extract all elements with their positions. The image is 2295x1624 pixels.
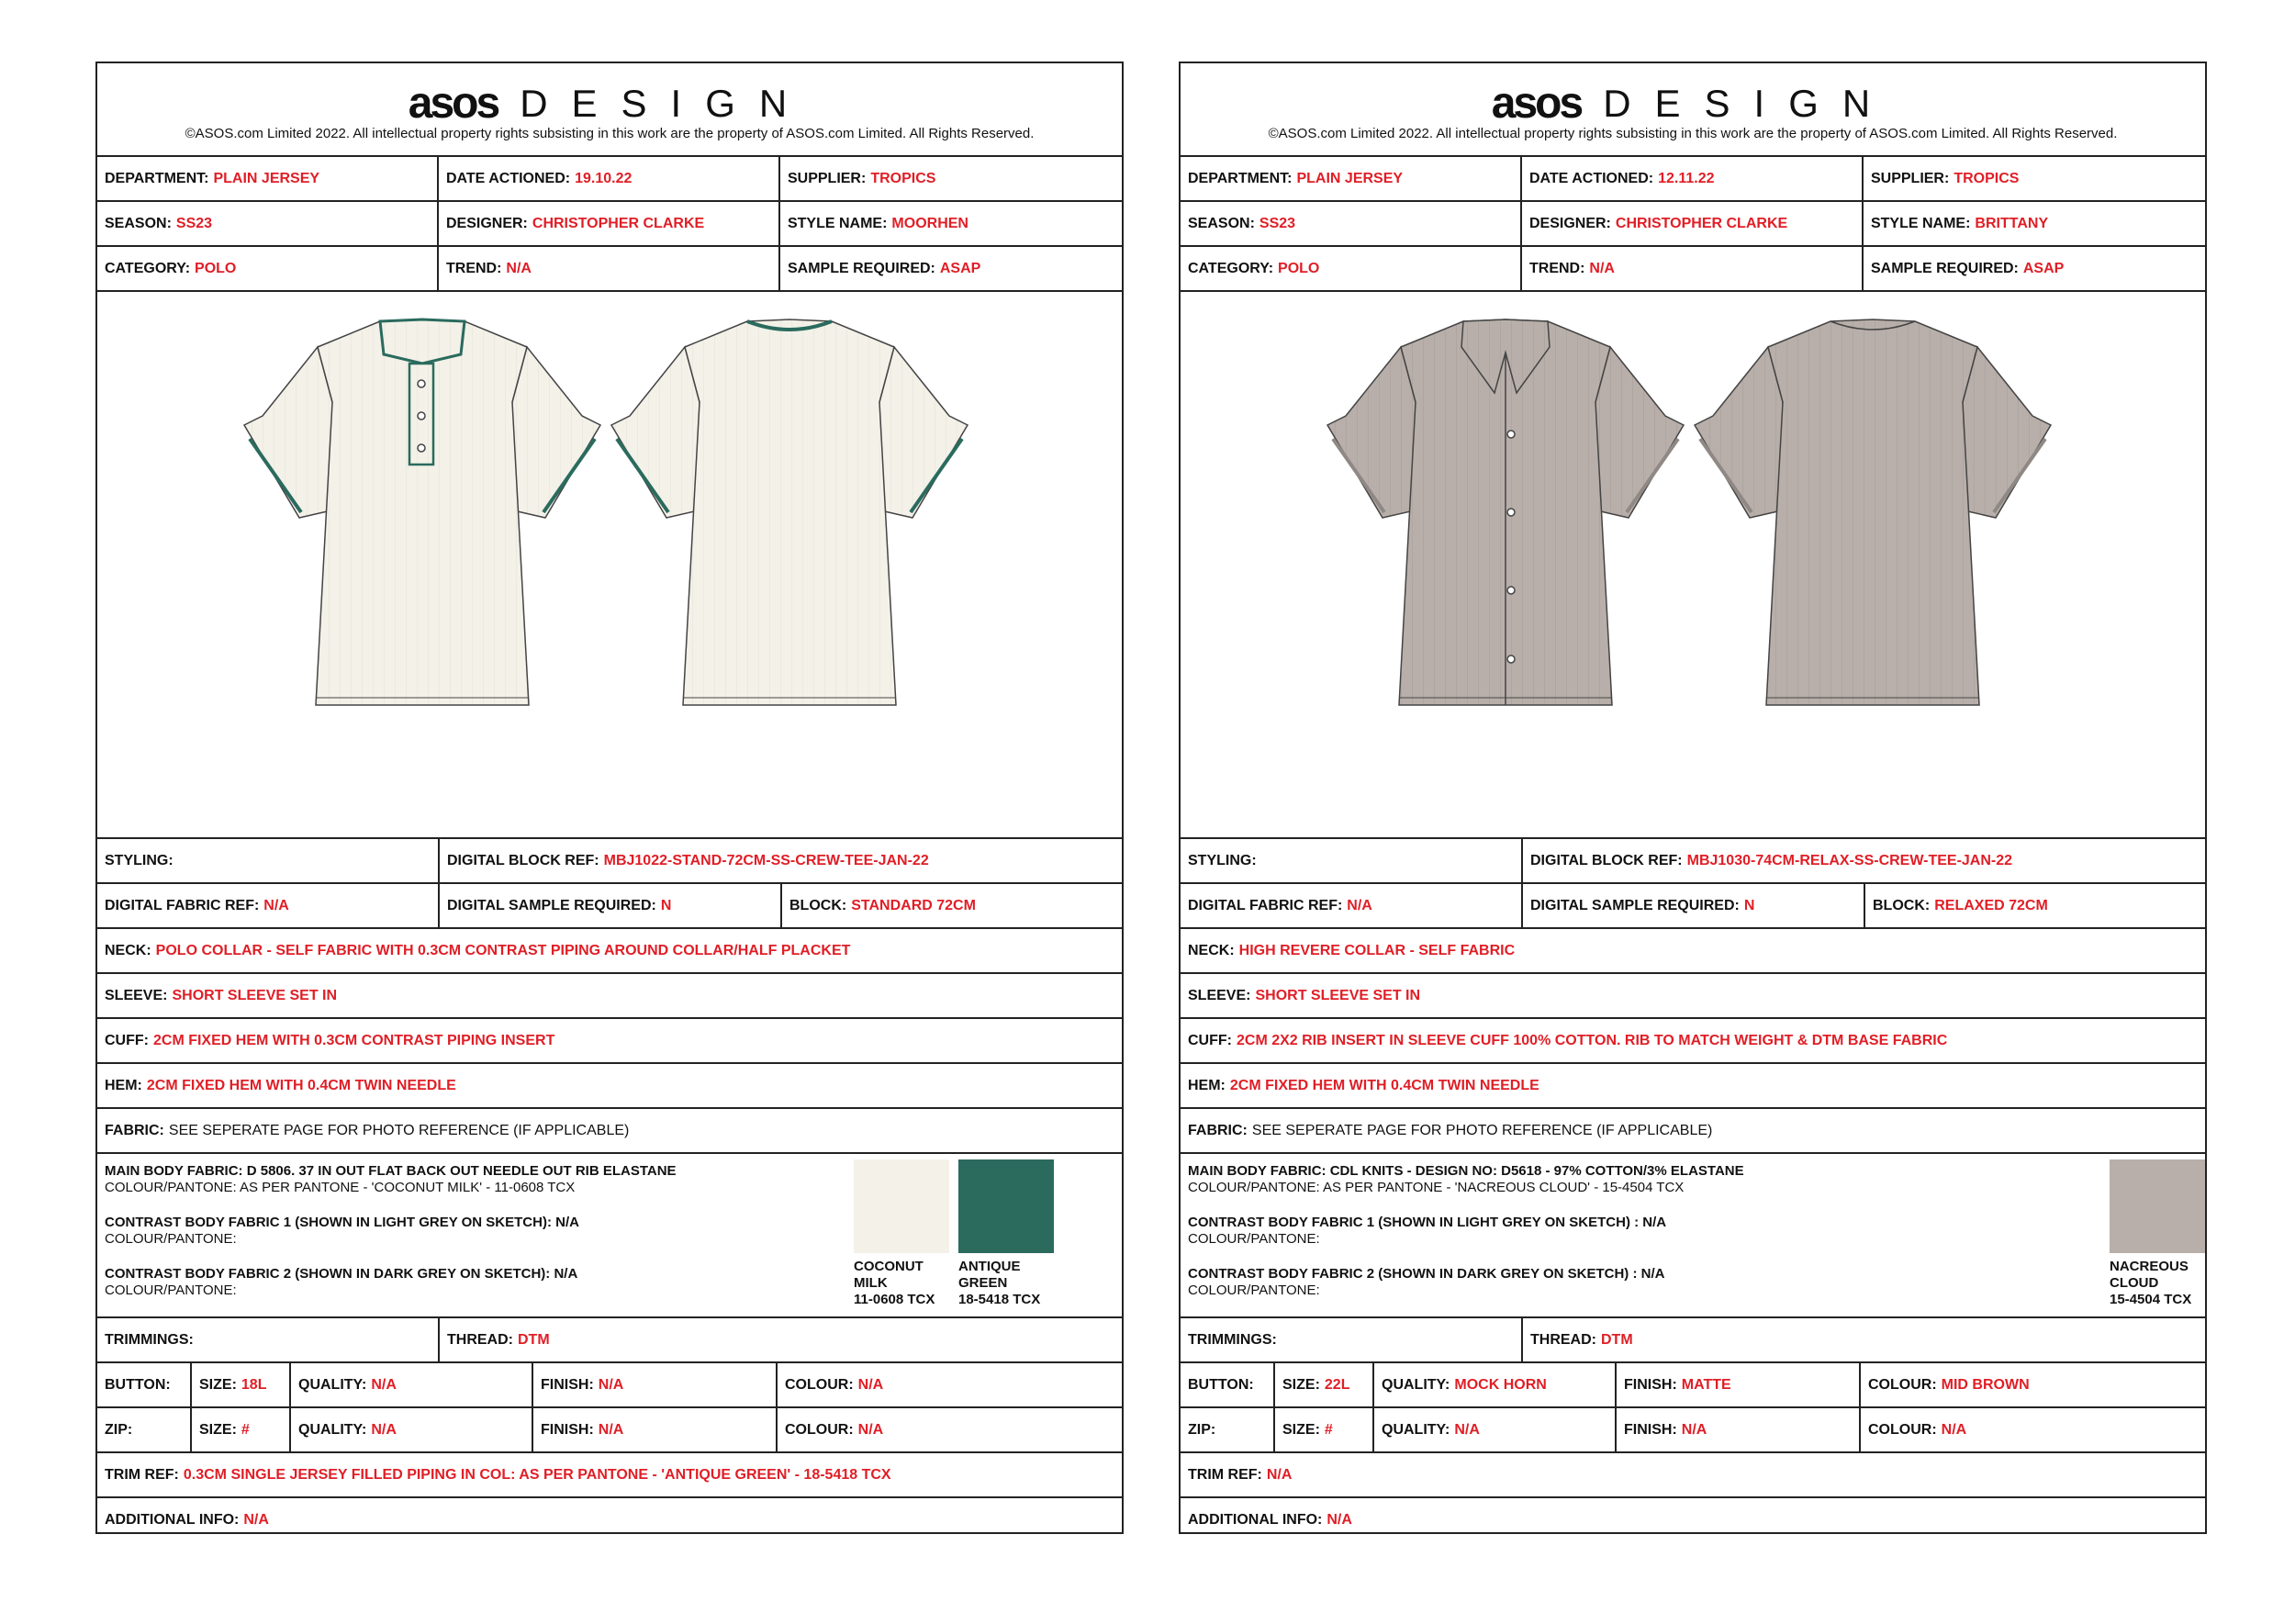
zip <box>1181 1408 1275 1451</box>
zip-size-label: SIZE: <box>199 1421 237 1438</box>
fabric-value: SEE SEPERATE PAGE FOR PHOTO REFERENCE (IF APPLICABLE) <box>168 1122 630 1138</box>
thread <box>1523 1318 2205 1361</box>
cuff <box>97 1019 1122 1062</box>
fabric <box>97 1109 1122 1152</box>
digital-sample-required <box>440 884 782 927</box>
digital-fabric-ref-value: N/A <box>263 897 289 913</box>
button-size <box>192 1363 291 1406</box>
styling-label: STYLING: <box>1188 852 1257 868</box>
zip-finish <box>533 1408 778 1451</box>
additional-info-row <box>97 1498 1122 1541</box>
fabric-details <box>97 1154 1122 1318</box>
info-row-2 <box>1181 202 2205 247</box>
button-finish-label: FINISH: <box>541 1376 594 1393</box>
thread-label: THREAD: <box>1530 1331 1596 1348</box>
cuff-label: CUFF: <box>105 1032 149 1048</box>
hem-value: 2CM FIXED HEM WITH 0.4CM TWIN NEEDLE <box>146 1077 456 1093</box>
button-quality <box>1374 1363 1617 1406</box>
cuff <box>1181 1019 2205 1062</box>
zip <box>97 1408 192 1451</box>
designer-value: CHRISTOPHER CLARKE <box>532 215 705 231</box>
zip-finish-label: FINISH: <box>1624 1421 1677 1438</box>
digital-sample-required-label: DIGITAL SAMPLE REQUIRED: <box>1530 897 1740 913</box>
fabric-label: FABRIC: <box>1188 1122 1248 1138</box>
sample-required <box>780 247 1122 290</box>
trim-ref-label: TRIM REF: <box>1188 1466 1262 1483</box>
sample-required-label: SAMPLE REQUIRED: <box>787 260 935 276</box>
zip-finish-label: FINISH: <box>541 1421 594 1438</box>
main-body-fabric: MAIN BODY FABRIC: CDL KNITS - DESIGN NO: D5618 - 97% COTTON/3% ELASTANE COLOUR/PANTONE: AS PER PANTONE - 'NACREOUS CLOUD' - 15-4504 TCX <box>1188 1163 1744 1195</box>
colour-swatch <box>958 1159 1054 1253</box>
digital-block-ref-label: DIGITAL BLOCK REF: <box>1530 852 1683 868</box>
neck <box>97 929 1122 972</box>
main-body-fabric: MAIN BODY FABRIC: D 5806. 37 IN OUT FLAT BACK OUT NEEDLE OUT RIB ELASTANE COLOUR/PANTONE: AS PER PANTONE - 'COCONUT MILK' - 11-0608 TCX <box>105 1163 677 1195</box>
designer <box>1522 202 1864 245</box>
digital-block-ref <box>440 839 1122 882</box>
zip-quality-label: QUALITY: <box>298 1421 367 1438</box>
digital-block-ref-value: MBJ1030-74CM-RELAX-SS-CREW-TEE-JAN-22 <box>1686 852 2013 868</box>
style-name-value: BRITTANY <box>1975 215 2049 231</box>
garment-sketch <box>1181 292 2205 837</box>
digital-fabric-ref-value: N/A <box>1347 897 1372 913</box>
additional-info-label: ADDITIONAL INFO: <box>105 1511 240 1528</box>
styling-row <box>1181 839 2205 884</box>
button-colour-value: N/A <box>857 1376 884 1393</box>
button-size <box>1275 1363 1374 1406</box>
block-label: BLOCK: <box>789 897 847 913</box>
thread <box>440 1318 1122 1361</box>
season <box>97 202 439 245</box>
digital-sample-required-value: N <box>1743 897 1755 913</box>
swatch-label: NACREOUS CLOUD 15-4504 TCX <box>2110 1259 2192 1307</box>
zip-colour <box>778 1408 1122 1451</box>
button-finish <box>533 1363 778 1406</box>
sleeve <box>1181 974 2205 1017</box>
category-label: CATEGORY: <box>1188 260 1274 276</box>
trend <box>1522 247 1864 290</box>
sleeve-row <box>1181 974 2205 1019</box>
styling-label: STYLING: <box>105 852 174 868</box>
button-quality-value: N/A <box>371 1376 397 1393</box>
trend-label: TREND: <box>1528 260 1585 276</box>
swatch-label: ANTIQUE GREEN 18-5418 TCX <box>958 1259 1041 1307</box>
sleeve-value: SHORT SLEEVE SET IN <box>172 987 338 1003</box>
trimmings <box>97 1318 440 1361</box>
trim-ref-row <box>1181 1453 2205 1498</box>
button-finish-value: N/A <box>598 1376 624 1393</box>
trend <box>439 247 780 290</box>
button-colour <box>778 1363 1122 1406</box>
season-value: SS23 <box>175 215 213 231</box>
neck-label: NECK: <box>1188 942 1235 958</box>
category-value: POLO <box>1278 260 1320 276</box>
designer-value: CHRISTOPHER CLARKE <box>1615 215 1788 231</box>
hem-row <box>97 1064 1122 1109</box>
cuff-value: 2CM FIXED HEM WITH 0.3CM CONTRAST PIPING INSERT <box>152 1032 555 1048</box>
fabric-row <box>1181 1109 2205 1154</box>
hem <box>1181 1064 2205 1107</box>
digital-fabric-ref <box>97 884 440 927</box>
additional-info-value: N/A <box>1327 1511 1352 1528</box>
sheet-header <box>97 63 1122 157</box>
button-row <box>1181 1363 2205 1408</box>
season-label: SEASON: <box>1188 215 1255 231</box>
digital-row <box>1181 884 2205 929</box>
style-name <box>780 202 1122 245</box>
neck-label: NECK: <box>105 942 151 958</box>
zip-size-label: SIZE: <box>1282 1421 1320 1438</box>
button-size-label: SIZE: <box>199 1376 237 1393</box>
sample-required <box>1864 247 2205 290</box>
button-finish-label: FINISH: <box>1624 1376 1677 1393</box>
style-name-label: STYLE NAME: <box>1870 215 1971 231</box>
additional-info <box>1181 1498 2205 1541</box>
garment-sketch-area <box>97 292 1122 839</box>
button-colour-label: COLOUR: <box>1868 1376 1937 1393</box>
sample-required-label: SAMPLE REQUIRED: <box>1870 260 2019 276</box>
cuff-row <box>1181 1019 2205 1064</box>
info-row-1 <box>1181 157 2205 202</box>
department <box>1181 157 1522 200</box>
supplier-value: TROPICS <box>870 170 936 186</box>
zip-colour <box>1861 1408 2205 1451</box>
zip-quality-value: N/A <box>371 1421 397 1438</box>
trimmings-row <box>1181 1318 2205 1363</box>
department-label: DEPARTMENT: <box>1188 170 1293 186</box>
neck-value: HIGH REVERE COLLAR - SELF FABRIC <box>1238 942 1516 958</box>
thread-value: DTM <box>518 1331 550 1348</box>
sample-required-value: ASAP <box>2022 260 2065 276</box>
zip-quality-value: N/A <box>1454 1421 1480 1438</box>
zip-label: ZIP: <box>105 1421 133 1438</box>
thread-label: THREAD: <box>447 1331 513 1348</box>
styling <box>1181 839 1523 882</box>
zip-colour-label: COLOUR: <box>1868 1421 1937 1438</box>
digital-sample-required-value: N <box>660 897 672 913</box>
sample-required-value: ASAP <box>939 260 981 276</box>
info-row-3 <box>97 247 1122 292</box>
trim-ref-label: TRIM REF: <box>105 1466 179 1483</box>
zip-size-value: # <box>1324 1421 1333 1438</box>
button-size-value: 18L <box>241 1376 267 1393</box>
hem-label: HEM: <box>1188 1077 1226 1093</box>
season-value: SS23 <box>1259 215 1296 231</box>
sleeve-label: SLEEVE: <box>1188 987 1251 1003</box>
trim-ref <box>1181 1453 2205 1496</box>
button-quality <box>291 1363 533 1406</box>
zip-colour-label: COLOUR: <box>785 1421 854 1438</box>
copyright-notice: ©ASOS.com Limited 2022. All intellectual property rights subsisting in this work are the property of ASOS.com Limited. All Rights Reserved. <box>185 126 1035 141</box>
button-finish-value: MATTE <box>1681 1376 1731 1393</box>
neck-row <box>97 929 1122 974</box>
shirt-body <box>683 319 896 705</box>
season-label: SEASON: <box>105 215 172 231</box>
zip-finish-value: N/A <box>1681 1421 1707 1438</box>
button-finish <box>1617 1363 1861 1406</box>
contrast-body-fabric-2: CONTRAST BODY FABRIC 2 (SHOWN IN DARK GREY ON SKETCH) : N/A COLOUR/PANTONE: <box>1188 1266 1665 1298</box>
additional-info <box>97 1498 1122 1541</box>
hem-row <box>1181 1064 2205 1109</box>
supplier-label: SUPPLIER: <box>787 170 867 186</box>
date-actioned-value: 12.11.22 <box>1658 170 1715 186</box>
button-size-label: SIZE: <box>1282 1376 1320 1393</box>
department-value: PLAIN JERSEY <box>1296 170 1404 186</box>
button-row <box>97 1363 1122 1408</box>
garment-sketch <box>97 292 1122 837</box>
zip-size-value: # <box>241 1421 250 1438</box>
designer-label: DESIGNER: <box>1528 215 1611 231</box>
sleeve <box>97 974 1122 1017</box>
thread-value: DTM <box>1601 1331 1633 1348</box>
button-colour <box>1861 1363 2205 1406</box>
button-quality-value: MOCK HORN <box>1454 1376 1547 1393</box>
trend-value: N/A <box>506 260 532 276</box>
hem <box>97 1064 1122 1107</box>
copyright-notice: ©ASOS.com Limited 2022. All intellectual property rights subsisting in this work are the property of ASOS.com Limited. All Rights Reserved. <box>1268 126 2118 141</box>
additional-info-row <box>1181 1498 2205 1541</box>
style-name <box>1864 202 2205 245</box>
zip-label: ZIP: <box>1188 1421 1216 1438</box>
shirt-body <box>1766 319 1979 705</box>
trimmings-label: TRIMMINGS: <box>1188 1331 1277 1348</box>
trend-value: N/A <box>1589 260 1615 276</box>
digital-block-ref <box>1523 839 2205 882</box>
trimmings-row <box>97 1318 1122 1363</box>
fabric-value: SEE SEPERATE PAGE FOR PHOTO REFERENCE (IF APPLICABLE) <box>1251 1122 1713 1138</box>
sleeve-label: SLEEVE: <box>105 987 168 1003</box>
category-label: CATEGORY: <box>105 260 191 276</box>
date-actioned <box>1522 157 1864 200</box>
hem-value: 2CM FIXED HEM WITH 0.4CM TWIN NEEDLE <box>1229 1077 1539 1093</box>
digital-block-ref-value: MBJ1022-STAND-72CM-SS-CREW-TEE-JAN-22 <box>603 852 929 868</box>
additional-info-label: ADDITIONAL INFO: <box>1188 1511 1323 1528</box>
trend-label: TREND: <box>445 260 502 276</box>
button <box>97 1363 192 1406</box>
swatch-label: COCONUT MILK 11-0608 TCX <box>854 1259 935 1307</box>
digital-fabric-ref-label: DIGITAL FABRIC REF: <box>1188 897 1343 913</box>
contrast-body-fabric-1: CONTRAST BODY FABRIC 1 (SHOWN IN LIGHT GREY ON SKETCH): N/A COLOUR/PANTONE: <box>105 1215 579 1247</box>
supplier-value: TROPICS <box>1954 170 2020 186</box>
zip-row <box>97 1408 1122 1453</box>
sheet-header <box>1181 63 2205 157</box>
category-value: POLO <box>195 260 237 276</box>
button-label: BUTTON: <box>105 1376 171 1393</box>
info-row-2 <box>97 202 1122 247</box>
contrast-body-fabric-1: CONTRAST BODY FABRIC 1 (SHOWN IN LIGHT GREY ON SKETCH) : N/A COLOUR/PANTONE: <box>1188 1215 1667 1247</box>
button-size-value: 22L <box>1324 1376 1350 1393</box>
trim-ref-value: N/A <box>1266 1466 1293 1483</box>
trim-ref <box>97 1453 1122 1496</box>
cuff-value: 2CM 2X2 RIB INSERT IN SLEEVE CUFF 100% COTTON. RIB TO MATCH WEIGHT & DTM BASE FABRIC <box>1236 1032 1948 1048</box>
trim-ref-value: 0.3CM SINGLE JERSEY FILLED PIPING IN COL: AS PER PANTONE - 'ANTIQUE GREEN' - 18-5418 TCX <box>183 1466 891 1483</box>
colour-swatch <box>854 1159 949 1253</box>
digital-block-ref-label: DIGITAL BLOCK REF: <box>447 852 599 868</box>
button <box>1181 1363 1275 1406</box>
date-actioned-value: 19.10.22 <box>575 170 633 186</box>
date-actioned-label: DATE ACTIONED: <box>445 170 571 186</box>
block <box>1865 884 2205 927</box>
zip-size <box>1275 1408 1374 1451</box>
spec-sheet-right <box>1179 62 2207 1534</box>
category <box>1181 247 1522 290</box>
supplier <box>780 157 1122 200</box>
contrast-body-fabric-2: CONTRAST BODY FABRIC 2 (SHOWN IN DARK GREY ON SKETCH): N/A COLOUR/PANTONE: <box>105 1266 578 1298</box>
supplier-label: SUPPLIER: <box>1870 170 1950 186</box>
zip-colour-value: N/A <box>857 1421 884 1438</box>
styling-row <box>97 839 1122 884</box>
button-colour-value: MID BROWN <box>1941 1376 2030 1393</box>
fabric-row <box>97 1109 1122 1154</box>
supplier <box>1864 157 2205 200</box>
hem-label: HEM: <box>105 1077 142 1093</box>
button-quality-label: QUALITY: <box>298 1376 367 1393</box>
neck-row <box>1181 929 2205 974</box>
digital-row <box>97 884 1122 929</box>
styling <box>97 839 440 882</box>
additional-info-value: N/A <box>243 1511 269 1528</box>
zip-finish-value: N/A <box>598 1421 624 1438</box>
block <box>782 884 1122 927</box>
zip-row <box>1181 1408 2205 1453</box>
zip-size <box>192 1408 291 1451</box>
season <box>1181 202 1522 245</box>
date-actioned-label: DATE ACTIONED: <box>1528 170 1654 186</box>
trimmings <box>1181 1318 1523 1361</box>
department-value: PLAIN JERSEY <box>213 170 320 186</box>
zip-quality <box>291 1408 533 1451</box>
block-value: RELAXED 72CM <box>1934 897 2048 913</box>
neck <box>1181 929 2205 972</box>
trimmings-label: TRIMMINGS: <box>105 1331 194 1348</box>
block-value: STANDARD 72CM <box>851 897 976 913</box>
zip-quality <box>1374 1408 1617 1451</box>
cuff-row <box>97 1019 1122 1064</box>
button-quality-label: QUALITY: <box>1382 1376 1450 1393</box>
info-row-3 <box>1181 247 2205 292</box>
sleeve-value: SHORT SLEEVE SET IN <box>1255 987 1421 1003</box>
fabric <box>1181 1109 2205 1152</box>
digital-fabric-ref <box>1181 884 1523 927</box>
spec-sheet-left <box>95 62 1124 1534</box>
date-actioned <box>439 157 780 200</box>
fabric-label: FABRIC: <box>105 1122 164 1138</box>
asos-design-logo: asos DESIGN <box>1491 79 1895 128</box>
sleeve-row <box>97 974 1122 1019</box>
trim-ref-row <box>97 1453 1122 1498</box>
designer <box>439 202 780 245</box>
button-colour-label: COLOUR: <box>785 1376 854 1393</box>
style-name-label: STYLE NAME: <box>787 215 888 231</box>
block-label: BLOCK: <box>1873 897 1931 913</box>
zip-colour-value: N/A <box>1941 1421 1967 1438</box>
zip-finish <box>1617 1408 1861 1451</box>
neck-value: POLO COLLAR - SELF FABRIC WITH 0.3CM CONTRAST PIPING AROUND COLLAR/HALF PLACKET <box>155 942 851 958</box>
department-label: DEPARTMENT: <box>105 170 209 186</box>
fabric-details <box>1181 1154 2205 1318</box>
info-row-1 <box>97 157 1122 202</box>
department <box>97 157 439 200</box>
category <box>97 247 439 290</box>
asos-design-logo: asos DESIGN <box>408 79 812 128</box>
digital-fabric-ref-label: DIGITAL FABRIC REF: <box>105 897 260 913</box>
digital-sample-required-label: DIGITAL SAMPLE REQUIRED: <box>447 897 656 913</box>
designer-label: DESIGNER: <box>445 215 528 231</box>
style-name-value: MOORHEN <box>891 215 968 231</box>
garment-sketch-area <box>1181 292 2205 839</box>
button-label: BUTTON: <box>1188 1376 1254 1393</box>
zip-quality-label: QUALITY: <box>1382 1421 1450 1438</box>
colour-swatch <box>2110 1159 2205 1253</box>
digital-sample-required <box>1523 884 1865 927</box>
cuff-label: CUFF: <box>1188 1032 1232 1048</box>
